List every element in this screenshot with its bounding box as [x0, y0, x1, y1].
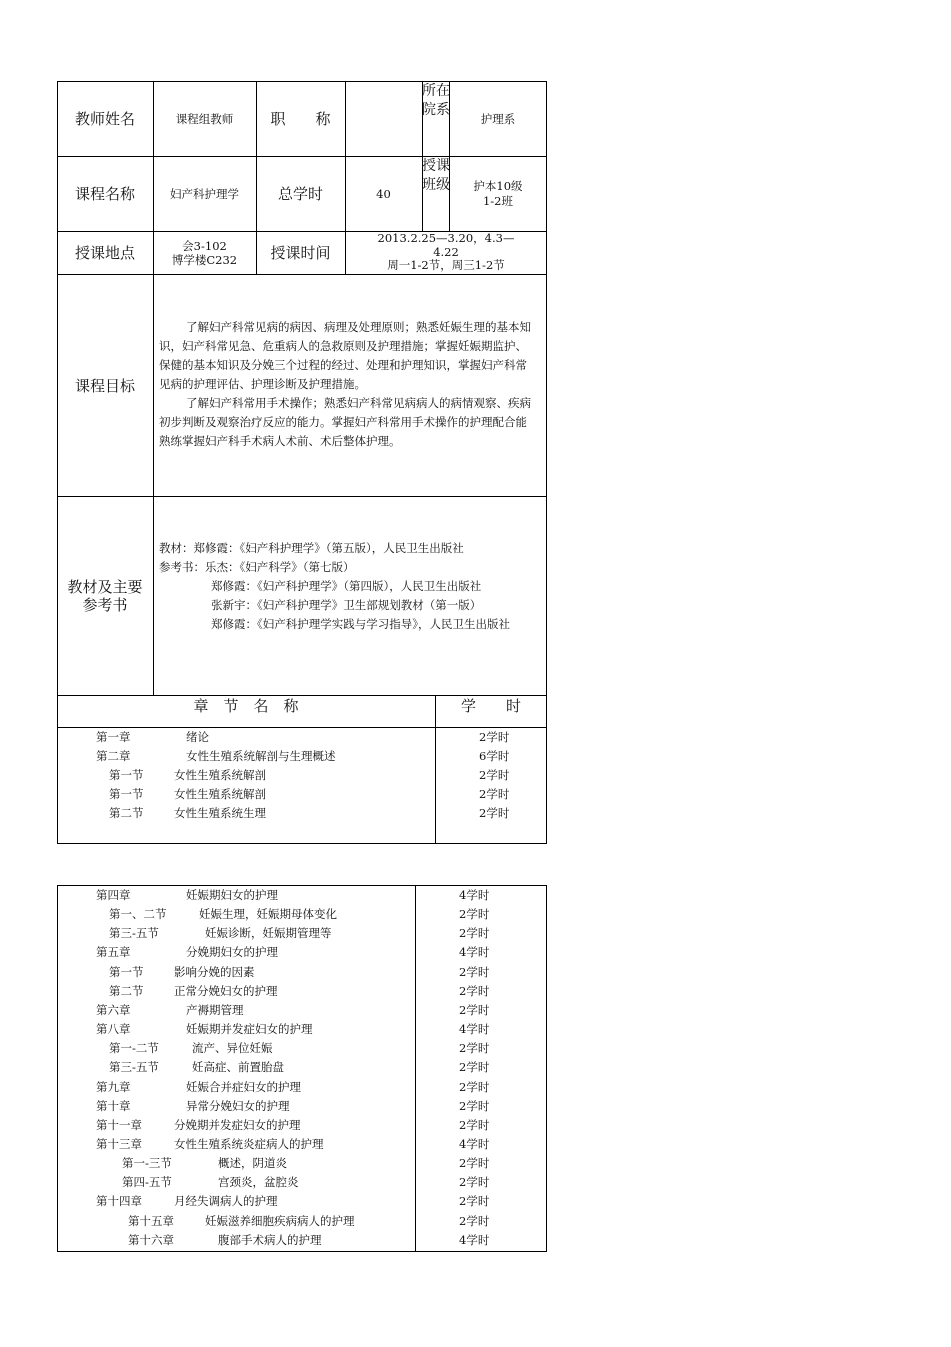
place-value: [153, 231, 256, 274]
chapter-hours: 2学时: [459, 1002, 490, 1017]
chapter-hours: 2学时: [479, 787, 510, 801]
table-row: [186, 728, 209, 747]
table-row: [109, 785, 144, 804]
goal-paragraph: 了解妇产科常用手术操作；熟悉妇产科常见病病人的病情观察、疾病初步判断及观察治疗反应的能力。掌握妇产科常用手术操作的护理配合能熟练掌握妇产科手术病人术前、术后整体护理。: [159, 396, 531, 448]
chapter-name-header: 章 节 名 称: [193, 696, 299, 715]
chapter-title: 女性生殖系统生理: [174, 806, 266, 820]
books-text: [159, 539, 533, 634]
chapter-num: 第八章: [96, 1022, 131, 1037]
goal-text: [159, 318, 533, 451]
chapter-hours: 2学时: [479, 730, 510, 744]
goal-paragraph: 了解妇产科常见病的病因、病理及处理原则；熟悉妊娠生理的基本知识，妇产科常见急、危重病人的急救原则及护理措施；掌握妊娠期监护、保健的基本知识及分娩三个过程的经过、处理和护理知识，掌握妇产科常见病的护理评估、护理诊断及护理措施。: [159, 320, 531, 391]
hours-label: 总学时: [277, 185, 323, 203]
chapter-hours: 2学时: [459, 926, 490, 941]
chapter-title: 概述，阴道炎: [218, 1156, 287, 1171]
chapter-num: 第一节: [109, 964, 144, 979]
chapter-num: 第五章: [96, 945, 131, 960]
chapter-num: 第二节: [109, 806, 144, 820]
chapter-hours: 2学时: [459, 1060, 490, 1075]
chapter-num: 第一节: [109, 768, 144, 782]
time-label: 授课时间: [270, 244, 331, 262]
chapter-hours: 2学时: [459, 983, 490, 998]
chapter-hours: 2学时: [459, 1098, 490, 1113]
chapter-title: 正常分娩妇女的护理: [174, 983, 278, 998]
table-row: [186, 747, 336, 766]
chapter-title: 妊娠合并症妇女的护理: [186, 1079, 301, 1094]
table-row: [96, 747, 131, 766]
class-value-line: 护本10级: [473, 178, 523, 193]
teacher-value: 课程组教师: [175, 111, 234, 126]
chapter-num: 第一-二节: [109, 1041, 159, 1056]
books-label-line: 参考书: [82, 595, 128, 614]
chapter-num: 第四-五节: [122, 1175, 172, 1190]
chapter-num: 第二节: [109, 983, 144, 998]
books-label: [57, 496, 153, 695]
chapter-num: 第九章: [96, 1079, 131, 1094]
chapter-hours: 2学时: [459, 1194, 490, 1209]
chapter-title: 女性生殖系统解剖: [174, 787, 266, 801]
chapter-title: 妊娠期妇女的护理: [186, 888, 278, 902]
divider: [57, 727, 547, 728]
chapter-title: 分娩期妇女的护理: [186, 945, 278, 960]
table-row: [174, 785, 266, 804]
place-label: 授课地点: [74, 244, 135, 262]
chapter-hours: 2学时: [459, 964, 490, 979]
book-entry: 张新宇：《妇产科护理学》卫生部规划教材（第一版）: [211, 598, 482, 612]
chapter-title: 妊高症、前置胎盘: [192, 1060, 284, 1075]
chapter-num: 第十六章: [128, 1232, 174, 1247]
chapter-num: 第一、二节: [109, 907, 167, 922]
table-row: [109, 766, 144, 785]
chapter-title: 产褥期管理: [186, 1002, 244, 1017]
chapter-num: 第十一章: [96, 1117, 142, 1132]
chapter-title: 异常分娩妇女的护理: [186, 1098, 290, 1113]
dept-value: 护理系: [480, 111, 516, 126]
chapter-num: 第十三章: [96, 1136, 142, 1151]
time-value-line: 2013.2.25—3.20，4.3—: [377, 231, 515, 246]
chapter-hours: 4学时: [459, 945, 490, 960]
class-value: [449, 156, 547, 231]
table-row: [96, 728, 131, 747]
chapter-title: 妊娠生理，妊娠期母体变化: [199, 907, 337, 922]
book-entry: 郑修霞：《妇产科护理学》（第四版），人民卫生出版社: [211, 579, 482, 593]
chapter-hours: 2学时: [459, 1041, 490, 1056]
chapter-num: 第六章: [96, 1002, 131, 1017]
chapter-title: 妊娠滋养细胞疾病病人的护理: [205, 1213, 355, 1228]
chapter-hours-header: 学 时: [460, 696, 521, 715]
chapter-title: 女性生殖系统炎症病人的护理: [174, 1136, 324, 1151]
chapter-hours: 4学时: [459, 1022, 490, 1037]
time-value: [345, 231, 547, 274]
chapter-hours: 2学时: [459, 1175, 490, 1190]
title-label: 职 称: [270, 110, 331, 128]
course-value: 妇产科护理学: [170, 186, 239, 201]
book-entry: 郑修霞：《妇产科护理学实践与学习指导》，人民卫生出版社: [211, 617, 510, 631]
chapter-hours: 2学时: [479, 806, 510, 820]
table-row: [174, 804, 266, 823]
book-entry: 教材：郑修霞：《妇产科护理学》（第五版），人民卫生出版社: [159, 541, 464, 555]
chapter-num: 第十四章: [96, 1194, 142, 1209]
teacher-label: 教师姓名: [74, 110, 135, 128]
chapter-title: 影响分娩的因素: [174, 964, 255, 979]
book-entry: 参考书：乐杰：《妇产科学》（第七版）: [159, 560, 355, 574]
divider: [415, 885, 416, 1252]
chapter-hours: 4学时: [459, 888, 490, 902]
chapter-hours: 2学时: [459, 1079, 490, 1094]
chapter-num: 第一节: [109, 787, 144, 801]
goal-label: 课程目标: [74, 376, 135, 395]
chapter-title: 腹部手术病人的护理: [218, 1232, 322, 1247]
title-value: [345, 81, 422, 156]
time-value-line: 周一1-2节，周三1-2节: [387, 258, 505, 273]
chapter-title: 女性生殖系统解剖与生理概述: [186, 749, 336, 763]
chapter-hours: 2学时: [479, 768, 510, 782]
table-row: [109, 804, 144, 823]
place-value-line: 会3-102: [182, 238, 227, 253]
place-value-line: 博学楼C232: [171, 252, 238, 267]
chapter-hours: 2学时: [459, 1213, 490, 1228]
time-value-line: 4.22: [433, 244, 459, 259]
hours-value: 40: [376, 186, 391, 201]
chapter-num: 第十章: [96, 1098, 131, 1113]
chapter-title: 绪论: [186, 730, 209, 744]
class-value-line: 1-2班: [482, 193, 514, 208]
dept-label: 所在院系: [422, 83, 450, 118]
chapter-hours: 2学时: [459, 907, 490, 922]
chapter-title: 女性生殖系统解剖: [174, 768, 266, 782]
chapter-hours: 2学时: [459, 1117, 490, 1132]
chapter-title: 分娩期并发症妇女的护理: [174, 1117, 301, 1132]
chapter-num: 第二章: [96, 749, 131, 763]
chapter-num: 第一章: [96, 730, 131, 744]
chapter-num: 第十五章: [128, 1213, 174, 1228]
chapter-title: 月经失调病人的护理: [174, 1194, 278, 1209]
chapter-num: 第三-五节: [109, 926, 159, 941]
chapter-num: 第四章: [96, 888, 131, 902]
divider: [435, 695, 436, 844]
books-label-line: 教材及主要: [67, 577, 143, 596]
chapter-title: 宫颈炎，盆腔炎: [218, 1175, 299, 1190]
chapter-num: 第三-五节: [109, 1060, 159, 1075]
chapter-hours: 4学时: [459, 1136, 490, 1151]
chapter-num: 第一-三节: [122, 1156, 172, 1171]
chapter-title: 妊娠期并发症妇女的护理: [186, 1022, 313, 1037]
chapter-title: 流产、异位妊娠: [192, 1041, 273, 1056]
chapter-hours: 6学时: [479, 749, 510, 763]
chapter-hours: 2学时: [459, 1156, 490, 1171]
table-row: [174, 766, 266, 785]
class-label: 授课班级: [422, 158, 450, 193]
chapter-title: 妊娠诊断，妊娠期管理等: [205, 926, 332, 941]
chapter-hours: 4学时: [459, 1232, 490, 1247]
course-label: 课程名称: [74, 185, 135, 203]
